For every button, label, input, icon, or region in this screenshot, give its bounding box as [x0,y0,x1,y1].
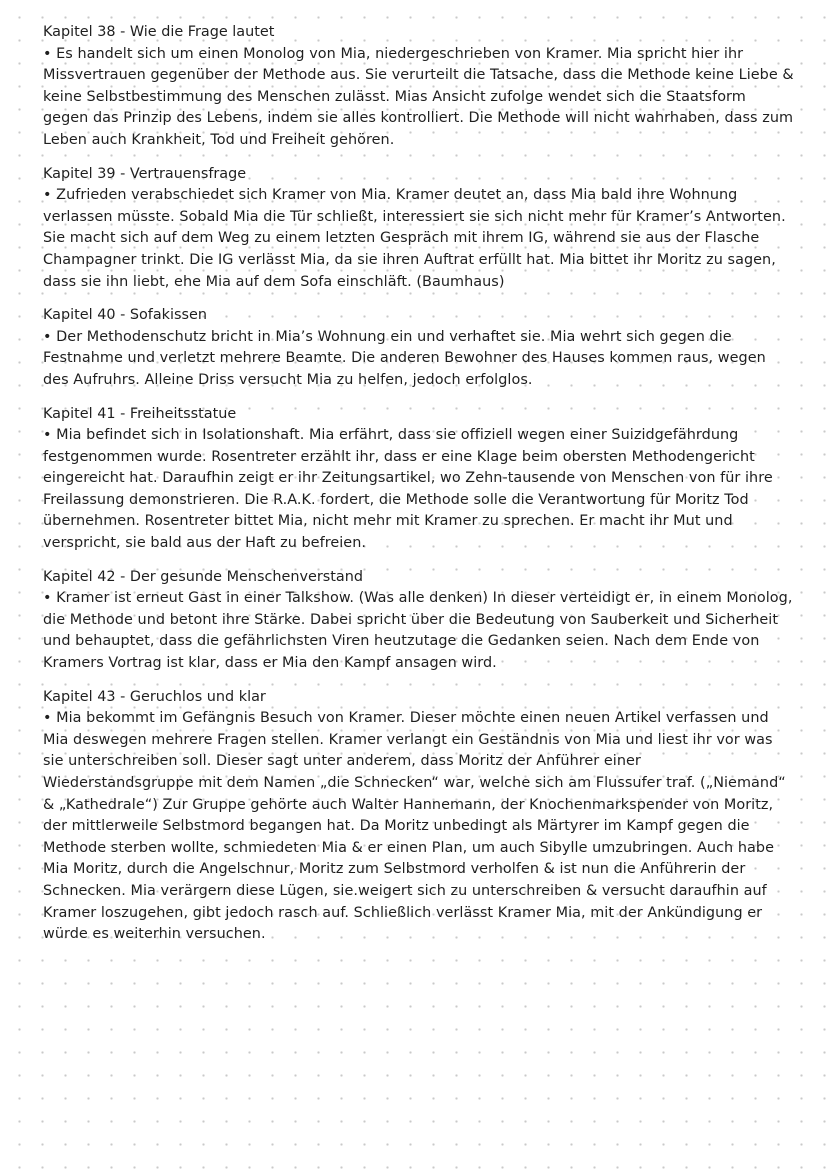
chapter-title: Kapitel 40 - Sofakissen [43,307,207,324]
chapter-title: Kapitel 43 - Geruchlos und klar [43,688,266,705]
chapter-40 [43,305,795,391]
chapter-text: • Kramer ist erneut Gast in einer Talkshow. (Was alle denken) In dieser verteidigt er, in einem Monolog, die Methode und betont ihre Stärke. Dabei spricht über die Bedeutung von Sauberkeit und Sicherheit und behauptet, dass die gefährlichsten Viren heutzutage die Gedanken seien. Nach dem Ende von Kramers Vortrag ist klar, dass er Mia den Kampf ansagen wird. [43,590,793,672]
document-page [43,22,795,958]
chapter-title: Kapitel 41 - Freiheitsstatue [43,405,237,422]
chapter-39 [43,164,795,294]
chapter-38 [43,22,795,152]
chapter-text: • Der Methodenschutz bricht in Mia’s Wohnung ein und verhaftet sie. Mia wehrt sich gegen die Festnahme und verletzt mehrere Beamte. Die anderen Bewohner des Hauses kommen raus, wegen des Aufruhrs. Alleine Driss versucht Mia zu helfen, jedoch erfolglos. [43,328,766,388]
chapter-text: • Mia befindet sich in Isolationshaft. Mia erfährt, dass sie offiziell wegen einer Suizidgefährdung festgenommen wurde. Rosentreter erzählt ihr, dass er eine Klage beim obersten Methodengericht eingereicht hat. Daraufhin zeigt er ihr Zeitungsartikel, wo Zehn-tausende von Menschen von für ihre Freilassung demonstrieren. Die R.A.K. fordert, die Methode solle die Verantwortung für Moritz Tod übernehmen. Rosentreter bittet Mia, nicht mehr mit Kramer zu sprechen. Er macht ihr Mut und verspricht, sie bald aus der Haft zu befreien. [43,427,773,552]
chapter-title: Kapitel 38 - Wie die Frage lautet [43,24,275,40]
chapter-41 [43,404,795,555]
chapter-text: • Es handelt sich um einen Monolog von Mia, niedergeschrieben von Kramer. Mia spricht hier ihr Missvertrauen gegenüber der Methode aus. Sie verurteilt die Tatsache, dass die Methode keine Liebe & keine Selbstbestimmung des Menschen zulässt. Mias Ansicht zufolge wendet sich die Staatsform gegen das Prinzip des Lebens, indem sie alles kontrolliert. Die Methode will nicht wahrhaben, dass zum Leben auch Krankheit, Tod und Freiheit gehören. [43,45,794,148]
chapter-42 [43,567,795,675]
chapter-text: • Mia bekommt im Gefängnis Besuch von Kramer. Dieser möchte einen neuen Artikel verfassen und Mia deswegen mehrere Fragen stellen. Kramer verlangt ein Geständnis von Mia und liest ihr vor was sie unterschreiben soll. Dieser sagt unter anderem, dass Moritz der Anführer einer Wiederstandsgruppe mit dem Namen „die Schnecken“ war, welche sich am Flussufer traf. („Niemand“ & „Kathedrale“) Zur Gruppe gehörte auch Walter Hannemann, der Knochenmarkspender von Moritz, der mittlerweile Selbstmord begangen hat. Da Moritz unbedingt als Märtyrer im Kampf gegen die Methode sterben wollte, schmiedeten Mia & er einen Plan, um auch Sibylle umzubringen. Auch habe Mia Moritz, durch die Angelschnur, Moritz zum Selbstmord verholfen & ist nun die Anführerin der Schnecken. Mia verärgern diese Lügen, sie.weigert sich zu unterschreiben & versucht daraufhin auf Kramer loszugehen, gibt jedoch rasch auf. Schließlich verlässt Kramer Mia, mit der Ankündigung er würde es weiterhin versuchen. [43,710,786,943]
chapter-title: Kapitel 42 - Der gesunde Menschenverstand [43,568,363,585]
chapter-43 [43,687,795,946]
chapter-title: Kapitel 39 - Vertrauensfrage [43,165,247,182]
chapter-text: • Zufrieden verabschiedet sich Kramer von Mia. Kramer deutet an, dass Mia bald ihre Wohnung verlassen müsste. Sobald Mia die Tür schließt, interessiert sie sich nicht mehr für Kramer’s Antworten. Sie macht sich auf dem Weg zu einem letzten Gespräch mit ihrem IG, während sie aus der Flasche Champagner trinkt. Die IG verlässt Mia, da sie ihren Auftrat erfüllt hat. Mia bittet ihr Moritz zu sagen, dass sie ihn liebt, ehe Mia auf dem Sofa einschläft. (Baumhaus) [43,187,786,290]
